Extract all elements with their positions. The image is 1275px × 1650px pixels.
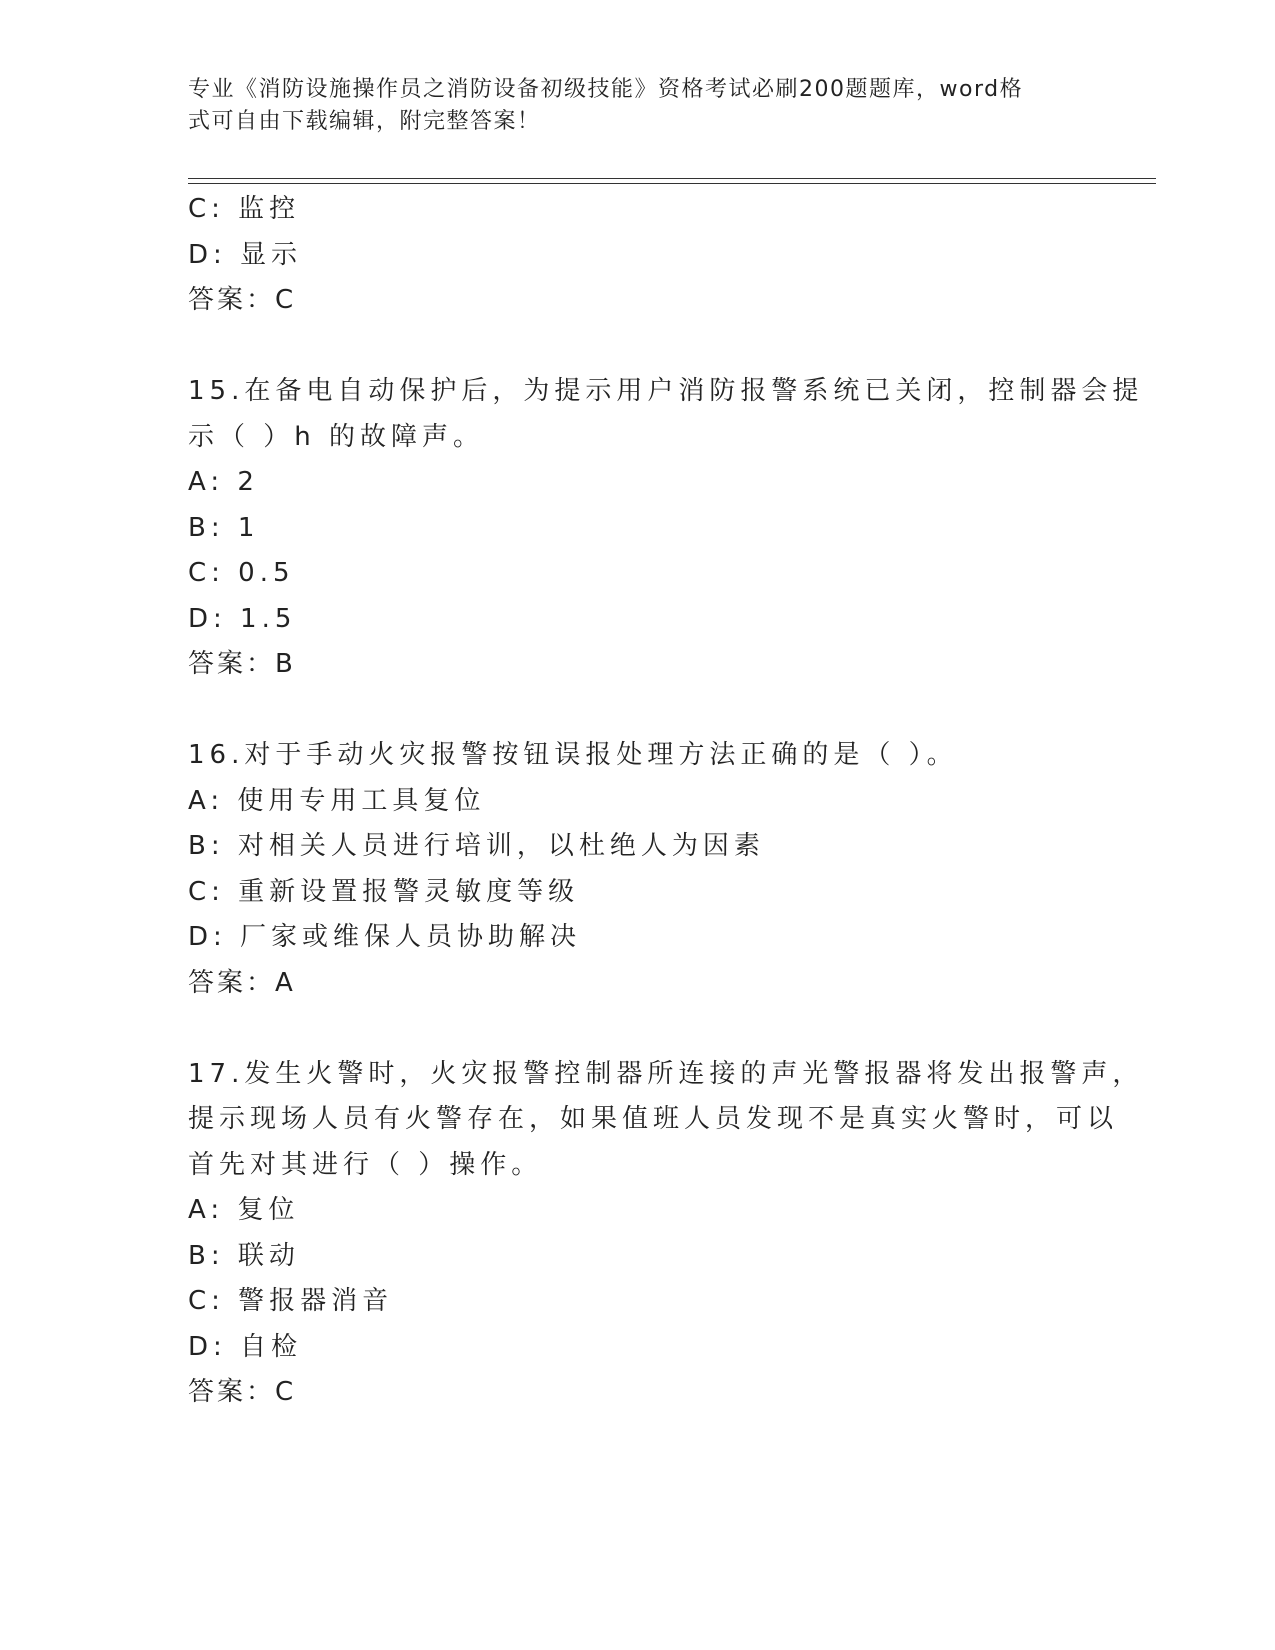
question-stem-line: 16.对于手动火灾报警按钮误报处理方法正确的是（ ）。 (188, 740, 958, 770)
question-stem-line: 15.在备电自动保护后，为提示用户消防报警系统已关闭，控制器会提 (188, 376, 1144, 406)
option-a: A: 使用专用工具复位 (188, 785, 486, 816)
header-line-1: 专业《消防设施操作员之消防设备初级技能》资格考试必刷200题题库，word格 (188, 77, 1024, 102)
option-b: B: 对相关人员进行培训，以杜绝人为因素 (188, 831, 765, 861)
option-d: D: 显示 (188, 239, 303, 270)
question-17 (188, 1052, 1144, 1416)
answer-line: 答案：C (188, 1377, 297, 1407)
option-b: B: 联动 (188, 1240, 300, 1271)
answer-line: 答案：C (188, 285, 297, 315)
question-stem-line: 提示现场人员有火警存在，如果值班人员发现不是真实火警时，可以 (188, 1104, 1119, 1134)
option-a: A: 2 (188, 467, 259, 497)
option-c: C: 监控 (188, 194, 301, 224)
option-c: C: 0.5 (188, 558, 295, 588)
option-c: C: 警报器消音 (188, 1286, 394, 1316)
spacer (188, 1006, 1088, 1052)
answer-line: 答案：A (188, 967, 296, 998)
header-line-2: 式可自由下载编辑，附完整答案！ (188, 109, 541, 134)
option-c: C: 重新设置报警灵敏度等级 (188, 876, 580, 907)
spacer (188, 324, 1088, 370)
question-stem-line: 示（ ）h 的故障声。 (188, 421, 485, 452)
document-header (188, 74, 1078, 138)
document-body (188, 187, 1144, 1416)
answer-line: 答案：B (188, 649, 296, 679)
question-14 (188, 187, 1088, 324)
header-rule-bottom (188, 183, 1156, 184)
option-d: D: 自检 (188, 1331, 303, 1362)
header-rule-top (188, 178, 1156, 179)
question-15 (188, 369, 1144, 688)
question-stem-line: 17.发生火警时，火灾报警控制器所连接的声光警报器将发出报警声， (188, 1058, 1144, 1089)
option-a: A: 复位 (188, 1195, 300, 1225)
question-stem-line: 首先对其进行（ ）操作。 (188, 1149, 543, 1180)
question-16 (188, 733, 1088, 1006)
option-b: B: 1 (188, 512, 260, 543)
option-d: D: 1.5 (188, 603, 297, 634)
spacer (188, 688, 1088, 734)
option-d: D: 厂家或维保人员协助解决 (188, 922, 582, 952)
